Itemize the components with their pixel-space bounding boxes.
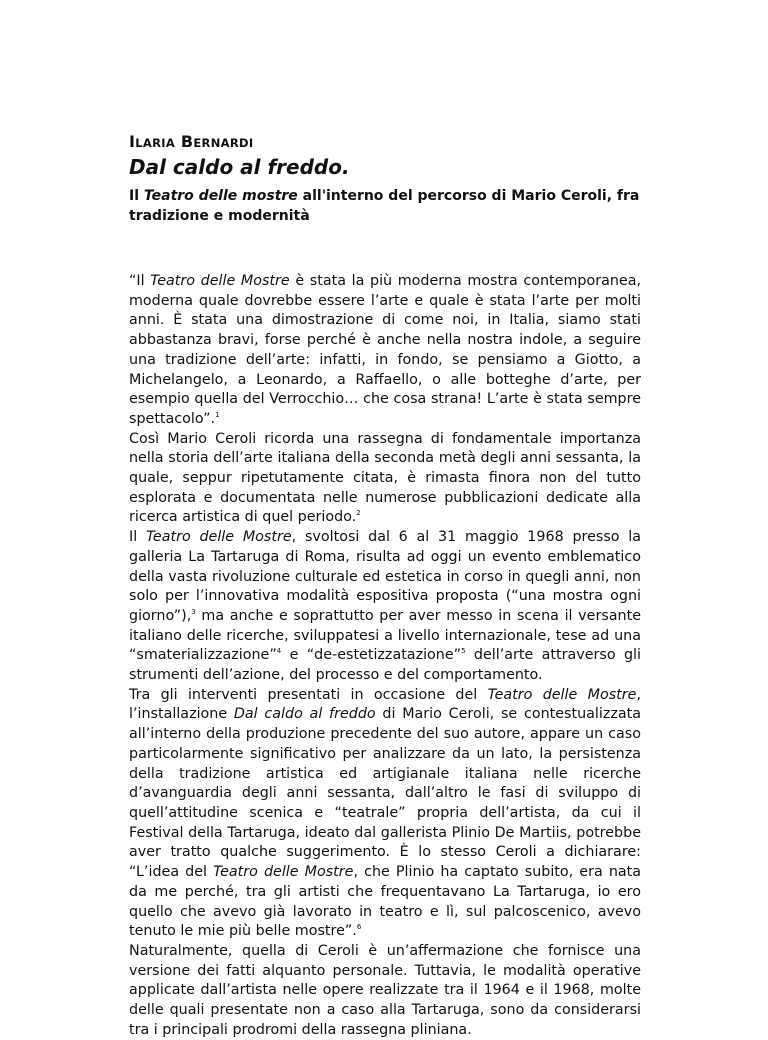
- article: [129, 132, 641, 1040]
- text-run: di Mario Ceroli, se contestualizzata all’interno della produzione precedente del suo autore, appare un caso particolarmente significativo per analizzare da un lato, la persistenza della tradizione artistica ed artigianale italiana nelle ricerche d’avanguardia degli anni sessanta, dall’altro le fasi di sviluppo di quell’attitudine scenica e “teatrale” propria dell’artista, da cui il Festival della Tartaruga, ideato dal gallerista Plinio De Martiis, potrebbe aver tratto qualche suggerimento. È lo stesso Ceroli a dichiarare: “L’idea del: [129, 706, 641, 881]
- paragraph: [129, 272, 641, 430]
- subtitle-post: all'interno del percorso di Mario Ceroli, fra tradizione e modernità: [129, 188, 640, 224]
- italic-text: Dal caldo al freddo: [233, 706, 376, 723]
- text-run: è stata la più moderna mostra contemporanea, moderna quale dovrebbe essere l’arte e quale è stata l’arte per molti anni. È stata una dimostrazione di come noi, in Italia, siamo stati abbastanza bravi, forse perché è anche nella nostra indole, a seguire una tradizione dell’arte: infatti, in fondo, se pensiamo a Giotto, a Michelangelo, a Leonardo, a Raffaello, o alle botteghe d’arte, per esempio quella del Verrocchio… che cosa strana! L’arte è stata sempre spettacolo”.: [129, 273, 642, 427]
- footnote-ref: 1: [215, 411, 220, 420]
- text-run: Così Mario Ceroli ricorda una rassegna di fondamentale importanza nella storia dell’arte italiana della seconda metà degli anni sessanta, la quale, seppur ripetutamente citata, è rimasta finora non del tutto esplorata e documentata nelle numerose pubblicazioni dedicate alla ricerca artistica di quel periodo.: [129, 430, 641, 526]
- footnote-ref: 5: [461, 647, 466, 656]
- author-last-rest: ERNARDI: [193, 136, 254, 150]
- italic-text: Teatro delle Mostre: [487, 686, 637, 703]
- italic-text: Teatro delle Mostre: [213, 864, 354, 881]
- footnote-ref: 6: [356, 923, 362, 932]
- subtitle-pre: Il: [129, 188, 144, 204]
- text-run: Tra gli interventi presentati in occasione del: [129, 686, 488, 703]
- text-run: , svoltosi dal 6 al 31 maggio 1968 presso la galleria La Tartaruga di Roma, risulta ad oggi un evento emblematico della vasta rivoluzione culturale ed estetica in corso in quegli anni, non solo per l’innovativa modalità espositiva proposta (“una mostra ogni giorno”),: [129, 529, 642, 624]
- article-title: Dal caldo al freddo.: [129, 155, 350, 179]
- italic-text: Teatro delle Mostre: [145, 529, 292, 546]
- paragraph: [129, 528, 641, 686]
- article-body: [129, 272, 641, 1040]
- author-first-rest: LARIA: [135, 136, 176, 150]
- paragraph: [129, 942, 641, 1040]
- article-subtitle: [129, 186, 641, 226]
- text-run: e “de-estetizzatazione”: [281, 647, 462, 664]
- footnote-ref: 4: [276, 647, 282, 656]
- author-last-initial: B: [180, 132, 194, 151]
- subtitle-italic: Teatro delle mostre: [143, 188, 298, 204]
- text-run: “Il: [129, 273, 151, 289]
- text-run: Il: [129, 529, 146, 546]
- text-run: , che Plinio ha captato subito, era nata da me perché, tra gli artisti che frequentavano La Tartaruga, io ero quello che avevo già lavorato in teatro e lì, sul palcoscenico, avevo tenuto le mie più belle mostre”.: [129, 864, 642, 940]
- author-initial: I: [129, 132, 136, 151]
- paragraph: [129, 686, 641, 942]
- text-run: Naturalmente, quella di Ceroli è un’affermazione che fornisce una versione dei fatti alquanto personale. Tuttavia, le modalità operative applicate dall’artista nelle opere realizzate tra il 1964 e il 1968, molte delle quali presentate non a caso alla Tartaruga, sono da considerarsi tra i principali prodromi della rassegna pliniana.: [129, 942, 641, 1038]
- text-run: , l’installazione: [129, 686, 641, 723]
- text-run: ma anche e soprattutto per aver messo in scena il versante italiano delle ricerche, sviluppatesi a livello internazionale, tese ad una “smaterializzazione”: [129, 607, 641, 664]
- footnote-ref: 2: [356, 509, 361, 518]
- italic-text: Teatro delle Mostre: [150, 273, 290, 289]
- paragraph: [129, 430, 641, 529]
- footnote-ref: 3: [191, 608, 196, 617]
- author-name: [129, 132, 641, 153]
- text-run: dell’arte attraverso gli strumenti dell’azione, del processo e del comportamento.: [129, 647, 642, 684]
